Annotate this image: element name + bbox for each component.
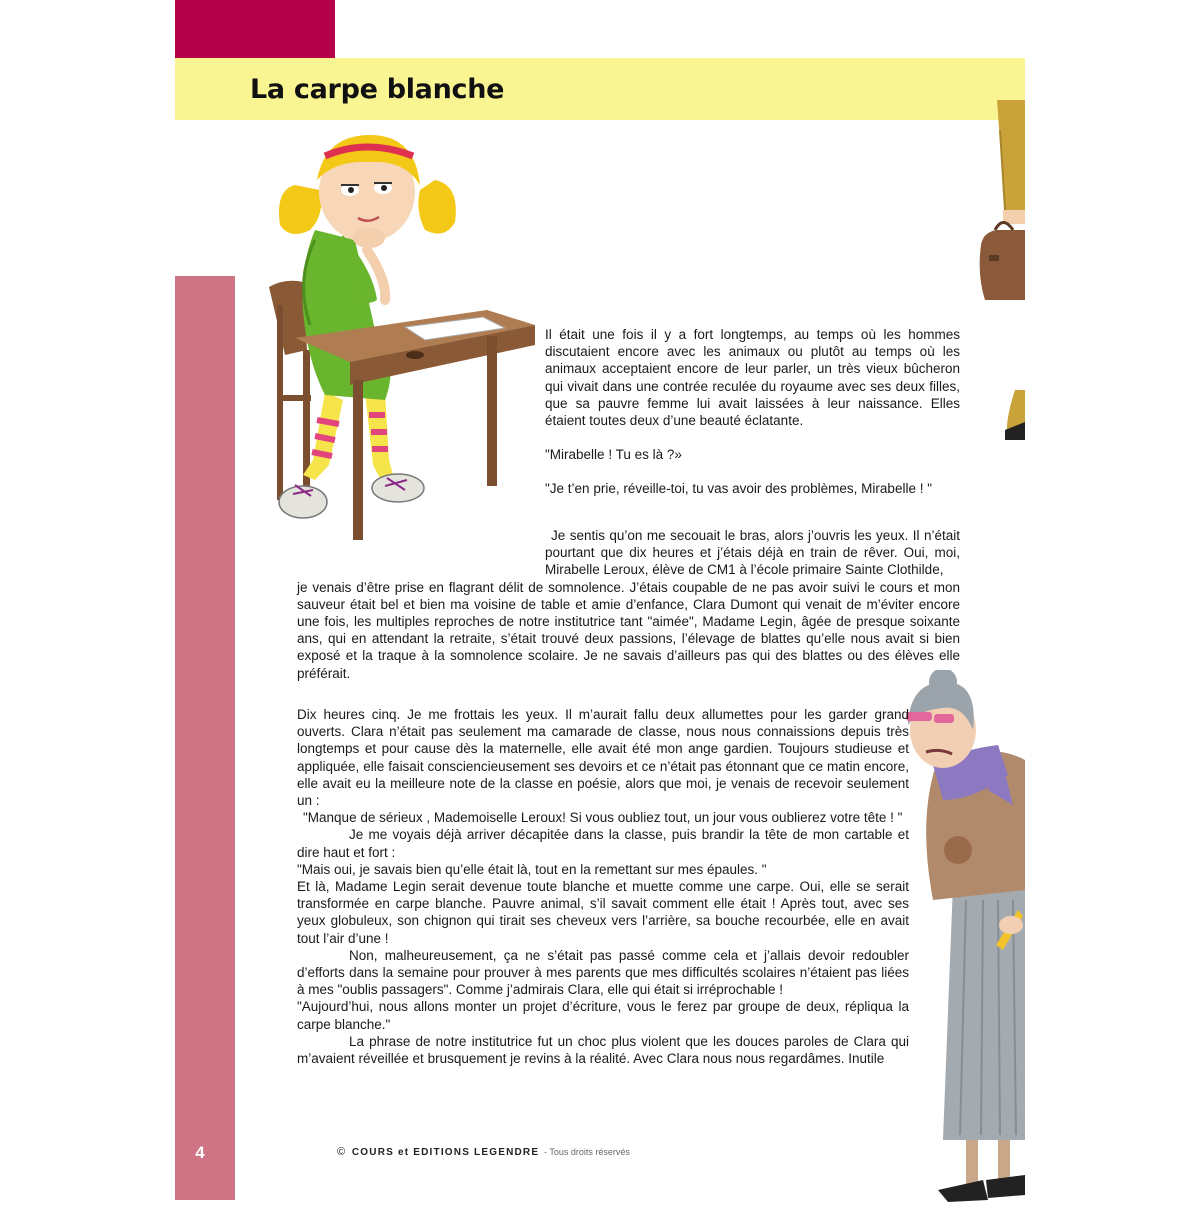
story-paragraph: La phrase de notre institutrice fut un choc plus violent que les douces paroles de Clara qui m’avaient réveillée et brusquement je revins à la réalité. Avec Clara nous nous regardâmes. Inutile: [297, 1033, 909, 1067]
publisher-name: COURS et EDITIONS LEGENDRE: [351, 1147, 540, 1158]
copyright-icon: ©: [337, 1146, 346, 1158]
girl-at-desk-illustration: [255, 130, 535, 545]
story-paragraph: Non, malheureusement, ça ne s’était pas passé comme cela et j’allais devoir redoubler d’efforts dans la semaine pour prouver à mes parents que mes difficultés scolaires n’étaient pas liées à mes "oublis passagers". Comme j’admirais Clara, elle qui était si irréprochable !: [297, 947, 909, 998]
story-paragraph: "Mirabelle ! Tu es là ?»: [545, 447, 682, 463]
story-column-middle: [297, 527, 960, 682]
story-paragraph: Dix heures cinq. Je me frottais les yeux. Il m’aurait fallu deux allumettes pour les garder grand ouverts. Clara n’était pas seulement ma camarade de classe, nous nous connaissions depuis très longtemps et pour cause dès la maternelle, elle avait été mon ange gardien. Toujours studieuse et appliquée, elle faisait consciencieusement ses devoirs et ce n’était pas étonnant que ce matin encore, elle avait eu la meilleure note de la classe en poésie, alors que moi, je venais de recevoir seulement un :: [297, 707, 909, 809]
story-column-top: [545, 326, 960, 498]
story-column-bottom: [297, 706, 909, 1067]
story-paragraph: je venais d’être prise en flagrant délit de somnolence. J’étais coupable de ne pas avoir suivi le cours et mon sauveur était bel et bien ma voisine de table et amie d’enfance, Clara Dumont qui venait de m’éviter encore une fois, les multiples reproches de notre institutrice tant "aimée", Madame Legin, âgée de presque soixante ans, qui en attendant la retraite, s’était trouvé deux passions, l’élevage de blattes qu’elle nous avait si bien exposé et la traque à la somnolence scolaire. Je ne savais d’ailleurs pas qui des blattes ou des élèves elle préférait.: [297, 579, 960, 681]
figure-with-bag-illustration: [975, 100, 1025, 440]
page-title: La carpe blanche: [250, 74, 505, 105]
footer: [337, 1146, 630, 1158]
story-paragraph: Il était une fois il y a fort longtemps, au temps où les hommes discutaient encore avec les animaux ou plutôt au temps où les animaux acceptaient encore de leur parler, un très vieux bûcheron qui vivait dans une contrée reculée du royaume avec ses deux filles, que sa pauvre femme lui avait laissées à leur naissance. Elles étaient toutes deux d’une beauté éclatante.: [545, 327, 960, 429]
story-paragraph: "Je t’en prie, réveille-toi, tu vas avoir des problèmes, Mirabelle ! ": [545, 481, 932, 497]
page-number: 4: [195, 1143, 205, 1162]
story-paragraph: "Aujourd’hui, nous allons monter un projet d’écriture, vous le ferez par groupe de deux, répliqua la carpe blanche.": [297, 999, 909, 1032]
header-color-tab: [175, 0, 335, 58]
story-paragraph: Et là, Madame Legin serait devenue toute blanche et muette comme une carpe. Oui, elle se serait transformée en carpe blanche. Pauvre animal, s’il savait comment elle était ! Après tout, avec ses yeux globuleux, son chignon qui tirait ses cheveux vers l’arrière, sa bouche recourbée, elle en avait tout l’air d’une !: [297, 879, 909, 946]
side-color-bar: [175, 276, 235, 1200]
story-paragraph: "Mais oui, je savais bien qu’elle était là, tout en la remettant sur mes épaules. ": [297, 861, 767, 877]
story-paragraph: Je sentis qu’on me secouait le bras, alors j’ouvris les yeux. Il n’était pourtant que dix heures et j’étais déjà en train de rêver. Oui, moi, Mirabelle Leroux, élève de CM1 à l’école primaire Sainte Clothilde,: [545, 528, 960, 578]
story-paragraph: Je me voyais déjà arriver décapitée dans la classe, puis brandir la tête de mon cartable et dire haut et fort :: [297, 827, 909, 860]
rights-notice: - Tous droits réservés: [544, 1147, 630, 1157]
story-paragraph: "Manque de sérieux , Mademoiselle Leroux! Si vous oubliez tout, un jour vous oublierez votre tête ! ": [303, 810, 903, 826]
